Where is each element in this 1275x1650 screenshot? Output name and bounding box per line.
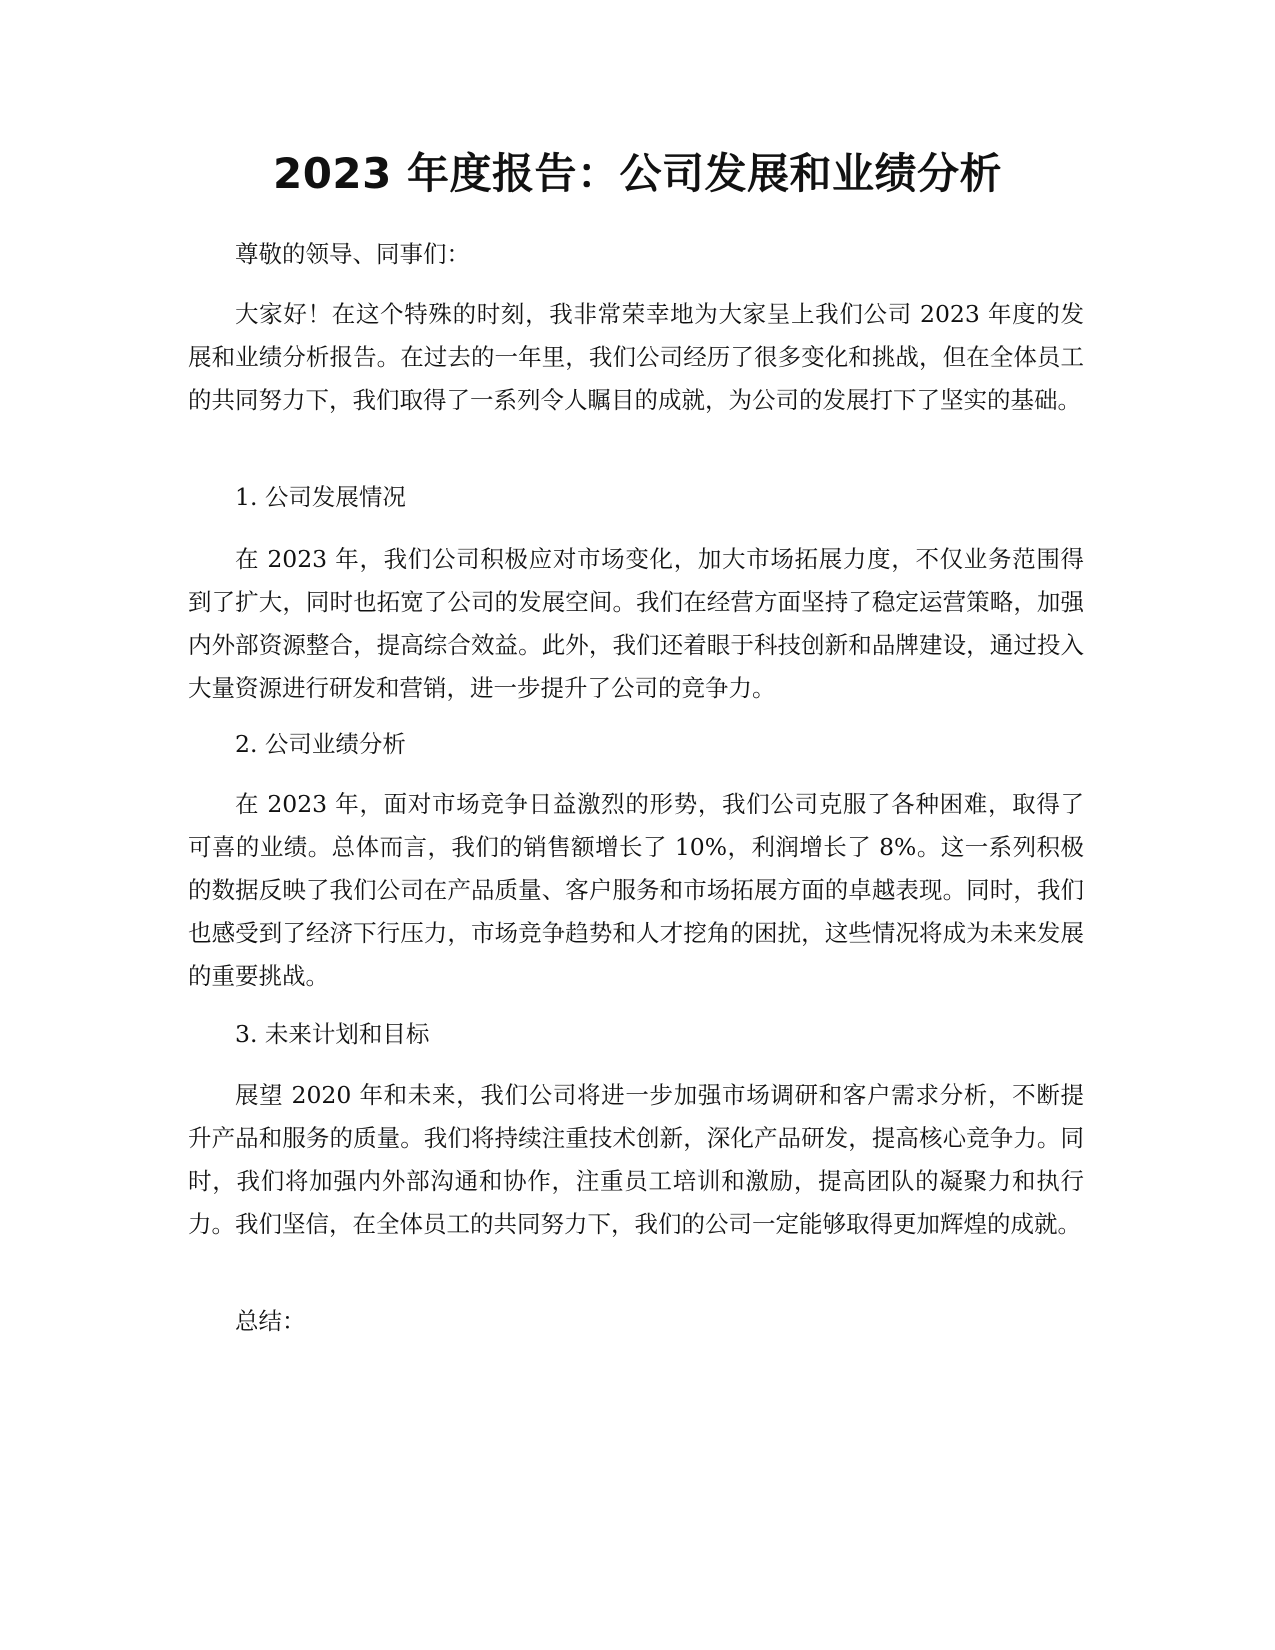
section-heading-future-plan: 3. 未来计划和目标: [235, 1020, 430, 1048]
section-heading-performance: 2. 公司业绩分析: [235, 730, 406, 758]
document-title: 2023 年度报告：公司发展和业绩分析: [272, 149, 1003, 198]
section-body-future-plan: 展望 2020 年和未来，我们公司将进一步加强市场调研和客户需求分析，不断提升产品和服务的质量。我们将持续注重技术创新，深化产品研发，提高核心竞争力。同时，我们将加强内外部沟通和协作，注重员工培训和激励，提高团队的凝聚力和执行力。我们坚信，在全体员工的共同努力下，我们的公司一定能够取得更加辉煌的成就。: [188, 1081, 1084, 1238]
section-body-performance: 在 2023 年，面对市场竞争日益激烈的形势，我们公司克服了各种困难，取得了可喜的业绩。总体而言，我们的销售额增长了 10%，利润增长了 8%。这一系列积极的数据反映了我们公司在产品质量、客户服务和市场拓展方面的卓越表现。同时，我们也感受到了经济下行压力，市场竞争趋势和人才挖角的困扰，这些情况将成为未来发展的重要挑战。: [188, 790, 1084, 990]
section-body-development: 在 2023 年，我们公司积极应对市场变化，加大市场拓展力度，不仅业务范围得到了扩大，同时也拓宽了公司的发展空间。我们在经营方面坚持了稳定运营策略，加强内外部资源整合，提高综合效益。此外，我们还着眼于科技创新和品牌建设，通过投入大量资源进行研发和营销，进一步提升了公司的竞争力。: [188, 545, 1084, 702]
intro-paragraph: 大家好！在这个特殊的时刻，我非常荣幸地为大家呈上我们公司 2023 年度的发展和业绩分析报告。在过去的一年里，我们公司经历了很多变化和挑战，但在全体员工的共同努力下，我们取得了一系列令人瞩目的成就，为公司的发展打下了坚实的基础。: [188, 300, 1084, 414]
section-heading-development: 1. 公司发展情况: [235, 483, 406, 511]
closing-label: 总结：: [235, 1307, 306, 1335]
salutation: 尊敬的领导、同事们：: [235, 240, 470, 268]
